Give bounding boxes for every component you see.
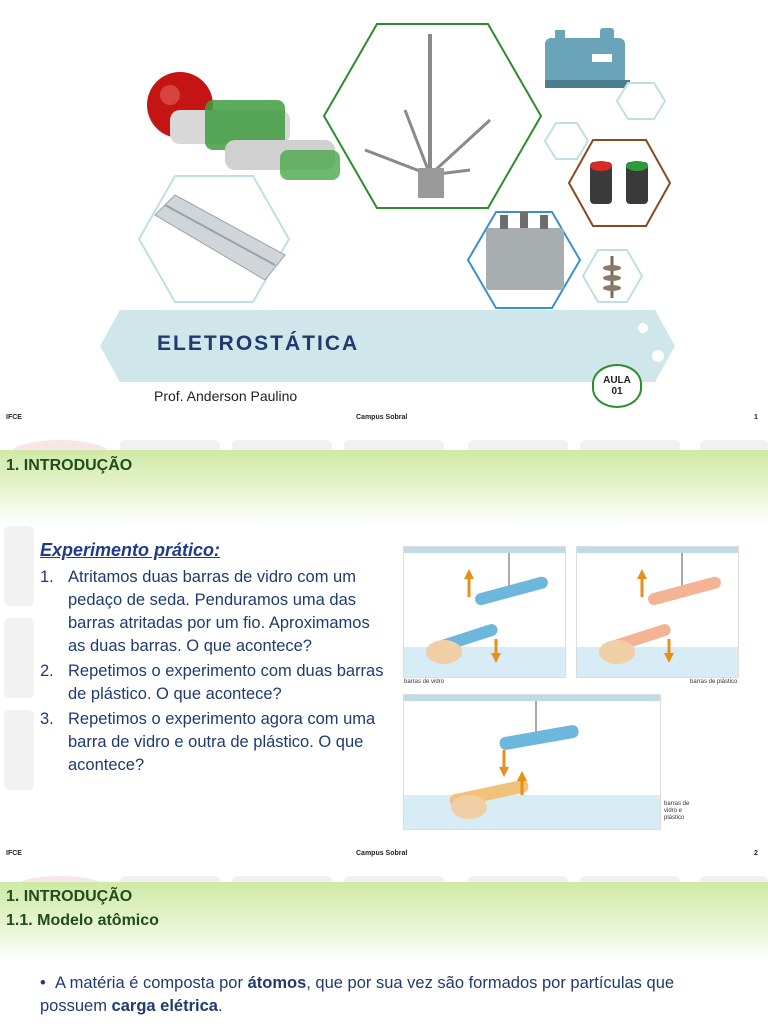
lightning-rod-hexagon (324, 24, 541, 208)
transformer-hexagon (468, 212, 580, 308)
section-heading: 1. INTRODUÇÃO (6, 888, 133, 905)
slide-3 (0, 862, 768, 1024)
label-glass-rods: barras de vidro (404, 679, 445, 685)
cable-tray-hexagon (139, 176, 289, 302)
motor-image (545, 28, 630, 88)
ghost-sidebar (0, 526, 40, 826)
glass-rods-diagram (404, 547, 566, 678)
list-item: 3. Repetimos o experimento agora com uma barra de vidro e outra de plástico. O que acontece? (40, 710, 376, 774)
slide-1 (0, 0, 768, 426)
plastic-rods-diagram (577, 547, 739, 678)
deco-hexagon (545, 123, 588, 159)
aula-label: AULA (603, 375, 631, 386)
figure-mixed-rods (403, 694, 661, 830)
slide-2 (0, 426, 768, 862)
experiment-list (40, 566, 390, 779)
footer-campus: Campus Sobral (356, 414, 408, 421)
figure-plastic-rods (576, 546, 739, 678)
deco-hexagon (617, 83, 665, 119)
footer-institution: IFCE (6, 850, 22, 857)
fuse-image (147, 72, 340, 180)
bullet-paragraph: • A matéria é composta por átomos, que por sua vez são formados por partículas que possuem carga elétrica. (40, 974, 675, 1015)
figure-glass-rods (403, 546, 566, 678)
section-subheading: 1.1. Modelo atômico (6, 912, 159, 929)
push-buttons-hexagon (569, 140, 670, 226)
aula-number: 01 (611, 386, 623, 397)
list-item: 2. Repetimos o experimento com duas barras de plástico. O que acontece? (40, 662, 384, 703)
label-plastic-rods: barras de plástico (690, 679, 738, 685)
presentation-title: ELETROSTÁTICA (157, 332, 360, 355)
bullet-icon: • (40, 974, 55, 992)
label-mixed-rods: barras de vidro e plástico (664, 801, 690, 821)
list-item: 1. Atritamos duas barras de vidro com um pedaço de seda. Penduramos uma das barras atritadas por um fio. Aproximamos as duas barras. O que acontece? (40, 568, 370, 655)
insulator-hexagon (583, 250, 642, 302)
aula-badge (592, 364, 642, 408)
footer-page-number: 1 (754, 414, 758, 421)
author-name: Prof. Anderson Paulino (154, 388, 298, 404)
footer-campus: Campus Sobral (356, 850, 408, 857)
mixed-rods-diagram (404, 695, 661, 830)
footer-institution: IFCE (6, 414, 22, 421)
experiment-subtitle: Experimento prático: (40, 540, 221, 560)
section-heading: 1. INTRODUÇÃO (6, 457, 133, 474)
footer-page-number: 2 (754, 850, 758, 857)
